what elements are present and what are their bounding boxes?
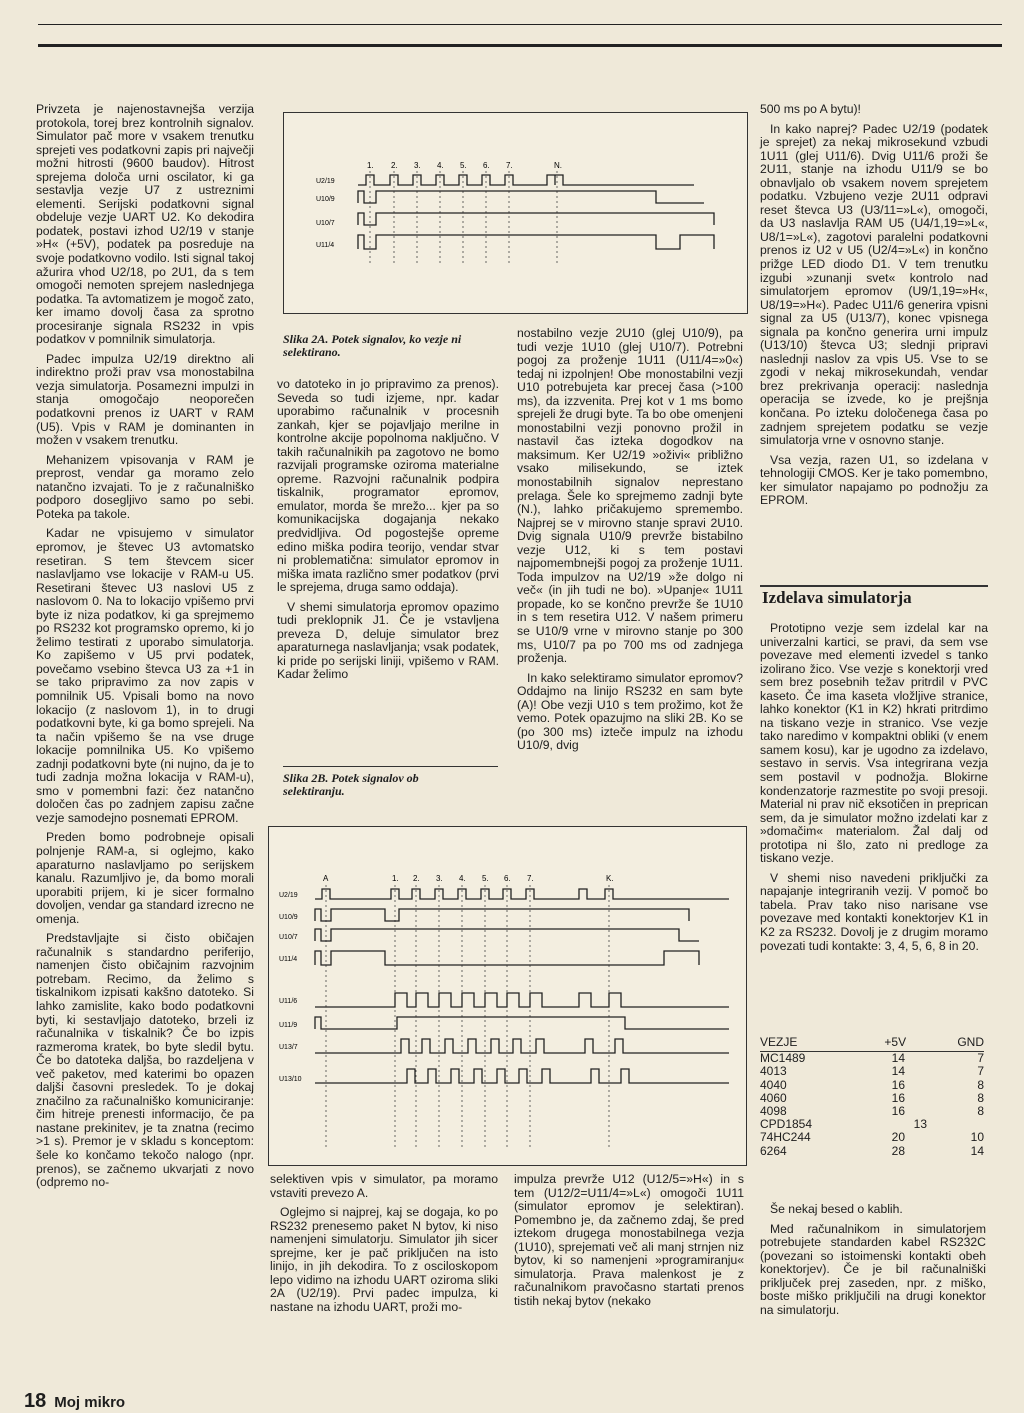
paragraph: impulza prevrže U12 (U12/5=»H«) in s tem (U12/2=U11/4=»L«) omogoči 1U11 (simulator epromov je selektiran). Pomembno je, da začnemo zdaj, še pred iztekom drugega monostabilnega vezja (1U10), sprejemati več ali manj strnjen niz bytov, ki so namenjeni »programiranju« simulatorja. Prava malenkost je z računalnikom pravočasno startati prenos tistih nekaj bytov (nekako — [514, 1172, 744, 1308]
signal-label: U10/7 — [279, 934, 298, 941]
pulse-label: 3. — [414, 161, 421, 170]
signal-wave-u11-6 — [315, 993, 729, 1007]
signal-wave-u11-4 — [315, 951, 699, 965]
signal-label: U10/7 — [316, 220, 335, 227]
pulse-label: 5. — [460, 161, 467, 170]
signal-label: U11/6 — [279, 998, 298, 1005]
paragraph: V shemi niso navedeni priključki za napajanje integriranih vezij. V pomoč bo tabela. Prav tako niso narisane vse povezave med kontakti konektorjev K1 in K2 za RS232. Dovolj je z drugim moramo povezati tudi kontakte: 3, 4, 5, 6, 8 in 20. — [760, 870, 988, 953]
column-2-bottom — [270, 1173, 498, 1320]
table-header: GND — [935, 1036, 984, 1052]
pulse-label: 2. — [391, 161, 398, 170]
magazine-name: Moj mikro — [54, 1394, 126, 1411]
table-header-row — [760, 1036, 984, 1052]
table-row — [760, 1079, 984, 1092]
paragraph: 500 ms po A bytu)! — [760, 102, 861, 116]
signal-wave-u10-9 — [315, 909, 689, 921]
table-cell: 16 — [891, 1090, 906, 1105]
signal-label: U13/7 — [279, 1044, 298, 1051]
paragraph: selektiven vpis v simulator, pa moramo vstaviti prevezo A. — [270, 1172, 498, 1200]
right-column — [760, 103, 988, 514]
table-cell: 7 — [977, 1064, 984, 1079]
pulse-label: N. — [554, 161, 562, 170]
paragraph: Predstavljajte si čisto običajen računalnik s standardno periferijo, namenjen čisto običajnim razvojnim potrebam. Recimo, da želimo s tiskalnikom izpisati kakšno datoteko. Si lahko zamislite, kako bodo podatkovni byti, ki sestavljajo datoteko, brzeli iz računalnika v tiskalnik? Če bo izpis razmeroma kratek, bo byte sledil bytu. Če bo datoteka daljša, bo razdeljena v več paketov, med katerimi bo opazen daljši časovni presledek. To je dokaj značilno za računalniško komuniciranje: čim hitreje prenesti informacijo, če pa nastane prekinitev, je ta znatna (recimo >1 s). Premor je v skladu s konceptom: šele ko končamo tekočo nalogo (npr. prenos), se začnemo ukvarjati z novo (odpremo no- — [36, 931, 254, 1190]
signal-wave-u10-9 — [358, 191, 704, 203]
table-cell: 13 — [913, 1117, 928, 1132]
table-cell: 74HC244 — [760, 1130, 811, 1145]
paragraph: In kako naprej? Padec U2/19 (podatek je sprejet) za nekaj mikrosekund vzbudi 1U11 (glej U11/6). Dvig U11/6 proži še 2U11, stanje na izhodu U11/9 se bo obnavljalo ob vsakem novem sprejetem podatku. Vzbujeno vezje 2U11 odpravi reset števca U3 (U3/11=»L«), omogoči, da U3 naslavlja RAM U5 (U4/1,19=»L«, U8/1=»L«), zagotovi paralelni podatkovni prenos iz U2 v U5 (U2/4=»L«) in končno prižge LED diodo D1. V tem trenutku izgubi »zunanji svet« kontrolo nad simulatorjem epromov (U9/1,19=»H«, U8/19=»H«). Padec U11/6 generira vpisni signal za U5 (U13/7), konec vpisnega signala pa končno generira urni impulz (U13/10) števca U3; slednji pripravi naslednji naslov za vpis U5. Vse to se zgodi v nekaj mikrosekundah, vendar brez prekrivanja operacij: naslednja operacija se izvede, ko je prejšnja končana. Po izteku določenega časa po zadnjem sprejetem podatku se vezje simulatorja vrne v osnovno stanje. — [760, 121, 988, 448]
table-cell: 4040 — [760, 1077, 787, 1092]
paragraph: Vsa vezja, razen U1, so izdelana v tehnologiji CMOS. Ker je tako pomembno, ker simulator napajamo po podnožju za EPROM. — [760, 452, 988, 508]
pulse-label: 3. — [436, 874, 443, 883]
signal-wave-u13-10 — [315, 1069, 729, 1083]
table-header: VEZJE — [760, 1036, 855, 1052]
signal-label: U10/9 — [279, 914, 298, 921]
table-header: +5V — [855, 1036, 935, 1052]
table-cell: 4098 — [760, 1104, 787, 1119]
signal-label: U11/4 — [279, 956, 298, 963]
paragraph: Preden bomo podrobneje opisali polnjenje RAM-a, si oglejmo, kako aparaturno naslavljamo po serijskem kanalu. Razumljivo je, da bomo morali uporabiti prijem, ki je sicer formalno dovoljen, vendar ga standard izrecno ne omenja. — [36, 830, 254, 926]
table-cell: 4013 — [760, 1064, 787, 1079]
table-row — [760, 1092, 984, 1105]
signal-label: U11/4 — [316, 242, 335, 249]
pulse-label: K. — [606, 874, 614, 883]
table-cell: 4060 — [760, 1090, 787, 1105]
power-pin-table — [760, 1036, 984, 1158]
table-row — [760, 1131, 984, 1144]
table-cell: 14 — [970, 1143, 984, 1158]
table-cell: 16 — [891, 1104, 906, 1119]
figure-2b-caption-rule — [283, 766, 498, 767]
figure-2a-caption: Slika 2A. Potek signalov, ko vezje ni selektirano. — [283, 332, 462, 359]
pulse-label: 4. — [437, 161, 444, 170]
table-cell: 6264 — [760, 1143, 787, 1158]
pulse-label: 7. — [527, 874, 534, 883]
header-rule-thick — [38, 44, 1002, 47]
section-heading-rule — [760, 585, 988, 587]
figure-2a-diagram — [283, 112, 748, 314]
signal-wave-u11-9 — [315, 1017, 729, 1029]
signal-wave-u10-7 — [358, 213, 714, 225]
column-2-top — [277, 378, 499, 688]
pulse-label: 6. — [483, 161, 490, 170]
signal-wave-u2-19 — [358, 175, 694, 185]
signal-wave-u2-19 — [315, 889, 729, 899]
left-column — [36, 103, 254, 1196]
figure-2b-timing-svg — [269, 827, 746, 1165]
pulse-label: 7. — [506, 161, 513, 170]
column-3-bottom — [514, 1173, 744, 1314]
paragraph: V shemi simulatorja epromov opazimo tudi preklopnik J1. Če je vstavljena preveza D, deluje simulator brez aparaturnega naslavljanja; vsak podatek, ki pride po serijski liniji, vpišemo v RAM. Kadar želimo — [277, 599, 499, 682]
pulse-label: 2. — [413, 874, 420, 883]
paragraph: Privzeta je najenostavnejša verzija protokola, torej brez kontrolnih signalov. Simulator pač more v vsakem trenutku sprejeti ves podatkovni zapis pri največji možni hitrosti (9600 baudov). Hitrost sprejema določa urni oscilator, ki ga sestavlja vezje U7 z ustreznimi elementi. Serijski podatkovni signal obdeluje vezje UART U2. Ko dekodira podatek, postavi izhod U2/19 v stanje »H« (+5V), podatek pa posreduje na svoje podatkovno vodilo. Isti signal takoj ažurira vhod U2/18, po 2U1, da s tem omogoči nemoten sprejem naslednjega podatka. Ta avtomatizem je mogoč zato, ker imamo dovolj časa za sprotno procesiranje signala RS232 in vpis podatkov v pomnilnik simulatorja. — [36, 102, 254, 347]
header-rule-thin — [38, 24, 1002, 25]
signal-label: U10/9 — [316, 196, 335, 203]
signal-label: U2/19 — [316, 178, 335, 185]
table-cell: 8 — [977, 1077, 984, 1092]
paragraph: Kadar ne vpisujemo v simulator epromov, je števec U3 avtomatsko resetiran. S tem števcem sicer naslavljamo vse lokacije v RAM-u U5. Resetirani števec U3 naslovi U5 z naslovom 0. Na to lokacijo vpišemo prvi byte iz niza podatkov, ki ga sprejmemo po RS232 kot programsko opremo, ki jo želimo testirati z uporabo simulatorja. Ko zapišemo v U5 prvi podatek, povečamo vsebino števca U3 za +1 in se tako pripravimo za nov zapis v pomnilnik U5. Vpisali bomo na novo lokacijo (z naslovom 1), in to drugi podatkovni byte, ki ga bomo sprejeli. Na ta način vpišemo še na vse druge lokacije pomnilnika U5. Ko vpišemo zadnji podatkovni byte (ni nujno, da je to tudi zadnja možna lokacija v RAM-u), smo v pomembni fazi: čez natančno določen čas po zadnjem zapisu začne vezje samodejno posnemati EPROM. — [36, 526, 254, 825]
signal-wave-u13-7 — [315, 1039, 729, 1053]
table-cell: 20 — [891, 1130, 906, 1145]
table-cell: 10 — [970, 1130, 984, 1145]
table-row — [760, 1052, 984, 1066]
page-footer — [24, 1390, 125, 1413]
signal-label: U13/10 — [279, 1076, 302, 1083]
figure-2b-diagram — [268, 826, 747, 1166]
paragraph: In kako selektiramo simulator epromov? Oddajmo na linijo RS232 en sam byte (A)! Obe vezji U10 s tem prožimo, kot že vemo. Potek opazujmo na sliki 2B. Ko se (po 300 ms) izteče impulz na izhodu U10/9, dvig — [517, 670, 743, 753]
table-cell: 14 — [891, 1064, 906, 1079]
table-cell: CPD1854 — [760, 1117, 813, 1132]
table-cell: 28 — [891, 1143, 906, 1158]
signal-label: U11/9 — [279, 1022, 298, 1029]
section-heading: Izdelava simulatorja — [762, 588, 912, 607]
table-cell: 14 — [891, 1051, 906, 1066]
figure-2a-timing-svg — [284, 113, 747, 313]
pulse-label: 1. — [392, 874, 399, 883]
paragraph: Padec impulza U2/19 direktno ali indirektno proži prav vsa monostabilna vezja simulatorja. Posamezni impulzi in stanja omogočajo neoporečen podatkovni prenos iz UART v RAM (U5). Vpis v RAM je dominanten in možen v vsakem trenutku. — [36, 351, 254, 448]
signal-label: U2/19 — [279, 892, 298, 899]
table-row — [760, 1065, 984, 1078]
paragraph: vo datoteko in jo pripravimo za prenos). Seveda so tudi izjeme, npr. kadar uporabimo računalnik v procesnih zankah, kjer se pojavljajo merilne in kontrolne akcije popolnoma naključno. V takih računalnikih pa zagotovo ne bomo razvijali programske oziroma materialne opreme. Razvojni računalnik podpira tiskalnik, programator epromov, emulator, morda še mrežo... kjer pa so komunikacijska dogajanja nekako predvidljiva. Od pogostejše opreme edino miška podira teorijo, vendar stvar ni problematična: simulator epromov in miška imata različno smer podatkov (prvi le sprejema, druga samo oddaja). — [277, 377, 499, 595]
figure-2b-caption: Slika 2B. Potek signalov ob selektiranju. — [283, 771, 419, 798]
paragraph: nostabilno vezje 2U10 (glej U10/9), pa tudi vezje 1U10 (glej U10/7). Potrebni pogoj za proženje 1U11 (U11/4=»0«) tedaj ni izpolnjen! Obe monostabilni vezji U10 potrebujeta kar precej časa (>100 ms), da izzvenita. Prej kot v 1 ms bomo sprejeli že drugi byte. Ta bo obe omenjeni monostabilni vezji ponovno prožil in nastavil čas izteka dogodkov na maksimum. Ker U2/19 »oživi« približno vsako milisekundo, se iztek monostabilnih signalov neprestano prelaga. Šele ko sprejmemo zadnji byte (N.), lahko pričakujemo spremembo. Najprej se v mirovno stanje spravi 2U10. Dvig signala U10/9 prevrže bistabilno vezje U12, ki s tem postavi najpomembnejši pogoj za proženje 1U11. Toda impulzov na U2/19 »že dolgo ni več« (in jih tudi ne bo). »Upanje« 1U11 propade, ko se končno prevrže še 1U10 in s tem resetira U12. V našem primeru se U10/9 vrne v mirovno stanje po 300 ms, U10/7 pa po 700 ms od zadnjega proženja. — [517, 326, 743, 666]
paragraph: Mehanizem vpisovanja v RAM je preprost, vendar ga moramo zelo natančno izvajati. To je z računalniško podporo dosegljivo samo po sebi. Poteka pa takole. — [36, 452, 254, 521]
pulse-label: 6. — [504, 874, 511, 883]
paragraph: Prototipno vezje sem izdelal kar na univerzalni kartici, se pravi, da sem vse povezave med elementi izvedel s tanko izolirano žico. Vse vezje s konektorji vred sem brez posebnih težav pritrdil v PVC kaseto. Če ima kaseta vložljive stranice, lahko konektor (K1 in K2) hkrati pritrdimo na tiskano vezje in stranico. Vse vezje tako naredimo v kompaktni obliki (v enem samem kosu), kar je ugodno za izdelavo, sestavo in servis. Vsa integrirana vezja sem postavil v podnožja. Blokirne kondenzatorje razmestite po svoji presoji. Material ni prav nič eksotičen in preprican sem, da je simulator možno izdelati kar z »domačim« materialom. Žal dalj od prototipa ni šlo, zato ni predloge za tiskano vezje. — [760, 621, 988, 866]
signal-wave-u11-4 — [358, 235, 714, 249]
table-cell: 16 — [891, 1077, 906, 1092]
table-row — [760, 1145, 984, 1158]
page-number: 18 — [24, 1390, 47, 1412]
column-3-top — [517, 327, 743, 759]
pulse-label: 5. — [482, 874, 489, 883]
table-cell: 8 — [977, 1104, 984, 1119]
pulse-label: A — [323, 874, 329, 883]
table-cell: 7 — [977, 1051, 984, 1066]
table-cell: 8 — [977, 1090, 984, 1105]
paragraph: Med računalnikom in simulatorjem potrebujete standarden kabel RS232C (povezani so istoimenski kontakti obeh konektorjev). Če je bil računalniški priključek prej zaseden, npr. z miško, boste miško priključili na drugi konektor na simulatorju. — [760, 1221, 986, 1317]
pulse-label: 1. — [367, 161, 374, 170]
table-cell: MC1489 — [760, 1051, 806, 1066]
paragraph: Še nekaj besed o kablih. — [770, 1202, 903, 1216]
cable-notes — [760, 1203, 986, 1323]
section-body — [760, 622, 988, 959]
paragraph: Oglejmo si najprej, kaj se dogaja, ko po RS232 prenesemo paket N bytov, ki niso namenjeni simulatorju. Simulator jih sicer sprejme, ker je pač priključen na isto linijo, in jih dekodira. To z osciloskopom lepo vidimo na izhodu UART oziroma sliki 2A (U2/19). Prvi padec impulza, ki nastane na izhodu UART, proži mo- — [270, 1205, 498, 1314]
pulse-label: 4. — [459, 874, 466, 883]
